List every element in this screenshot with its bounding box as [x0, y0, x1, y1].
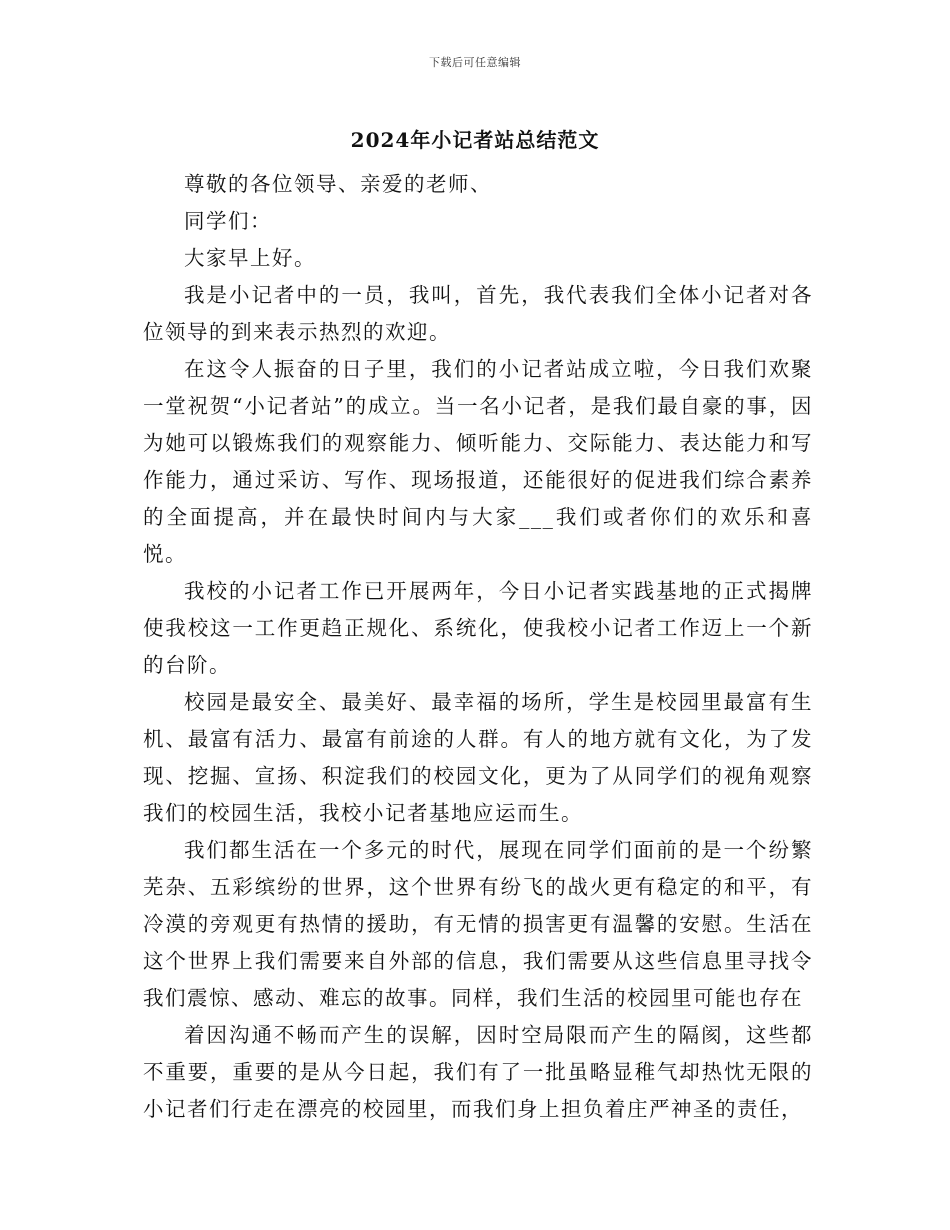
- paragraph-campus: 校园是最安全、最美好、最幸福的场所，学生是校园里最富有生机、最富有活力、最富有前途的人群。有人的地方就有文化，为了发现、挖掘、宣扬、积淀我们的校园文化，更为了从同学们的视角观察我们的校园生活，我校小记者基地应运而生。: [143, 690, 813, 825]
- paragraph-founding: 在这令人振奋的日子里，我们的小记者站成立啦，今日我们欢聚一堂祝贺“小记者站”的成立。当一名小记者，是我们最自豪的事，因为她可以锻炼我们的观察能力、倾听能力、交际能力、表达能力和写作能力，通过采访、写作、现场报道，还能很好的促进我们综合素养的全面提高，并在最快时间内与大家___我们或者你们的欢乐和喜悦。: [143, 357, 813, 566]
- paragraph-greeting: 大家早上好。: [184, 246, 316, 270]
- paragraph-progress: 我校的小记者工作已开展两年，今日小记者实践基地的正式揭牌使我校这一工作更趋正规化、系统化，使我校小记者工作迈上一个新的台阶。: [143, 579, 813, 677]
- paragraph-salutation-1: 尊敬的各位领导、亲爱的老师、: [184, 172, 492, 196]
- paragraph-introduction: 我是小记者中的一员，我叫，首先，我代表我们全体小记者对各位领导的到来表示热烈的欢迎。: [143, 283, 813, 344]
- document-title: 2024年小记者站总结范文: [350, 128, 600, 152]
- document-body: [143, 166, 813, 1128]
- paragraph-world: 我们都生活在一个多元的时代，展现在同学们面前的是一个纷繁芜杂、五彩缤纷的世界，这个世界有纷飞的战火更有稳定的和平，有冷漠的旁观更有热情的援助，有无情的损害更有温馨的安慰。生活在这个世界上我们需要来自外部的信息，我们需要从这些信息里寻找令我们震惊、感动、难忘的故事。同样，我们生活的校园里可能也存在: [143, 838, 813, 1010]
- paragraph-responsibility: 着因沟通不畅而产生的误解，因时空局限而产生的隔阂，这些都不重要，重要的是从今日起，我们有了一批虽略显稚气却热忱无限的小记者们行走在漂亮的校园里，而我们身上担负着庄严神圣的责任，: [143, 1023, 813, 1121]
- header-note: 下载后可任意编辑: [429, 56, 521, 69]
- paragraph-salutation-2: 同学们：: [184, 209, 272, 233]
